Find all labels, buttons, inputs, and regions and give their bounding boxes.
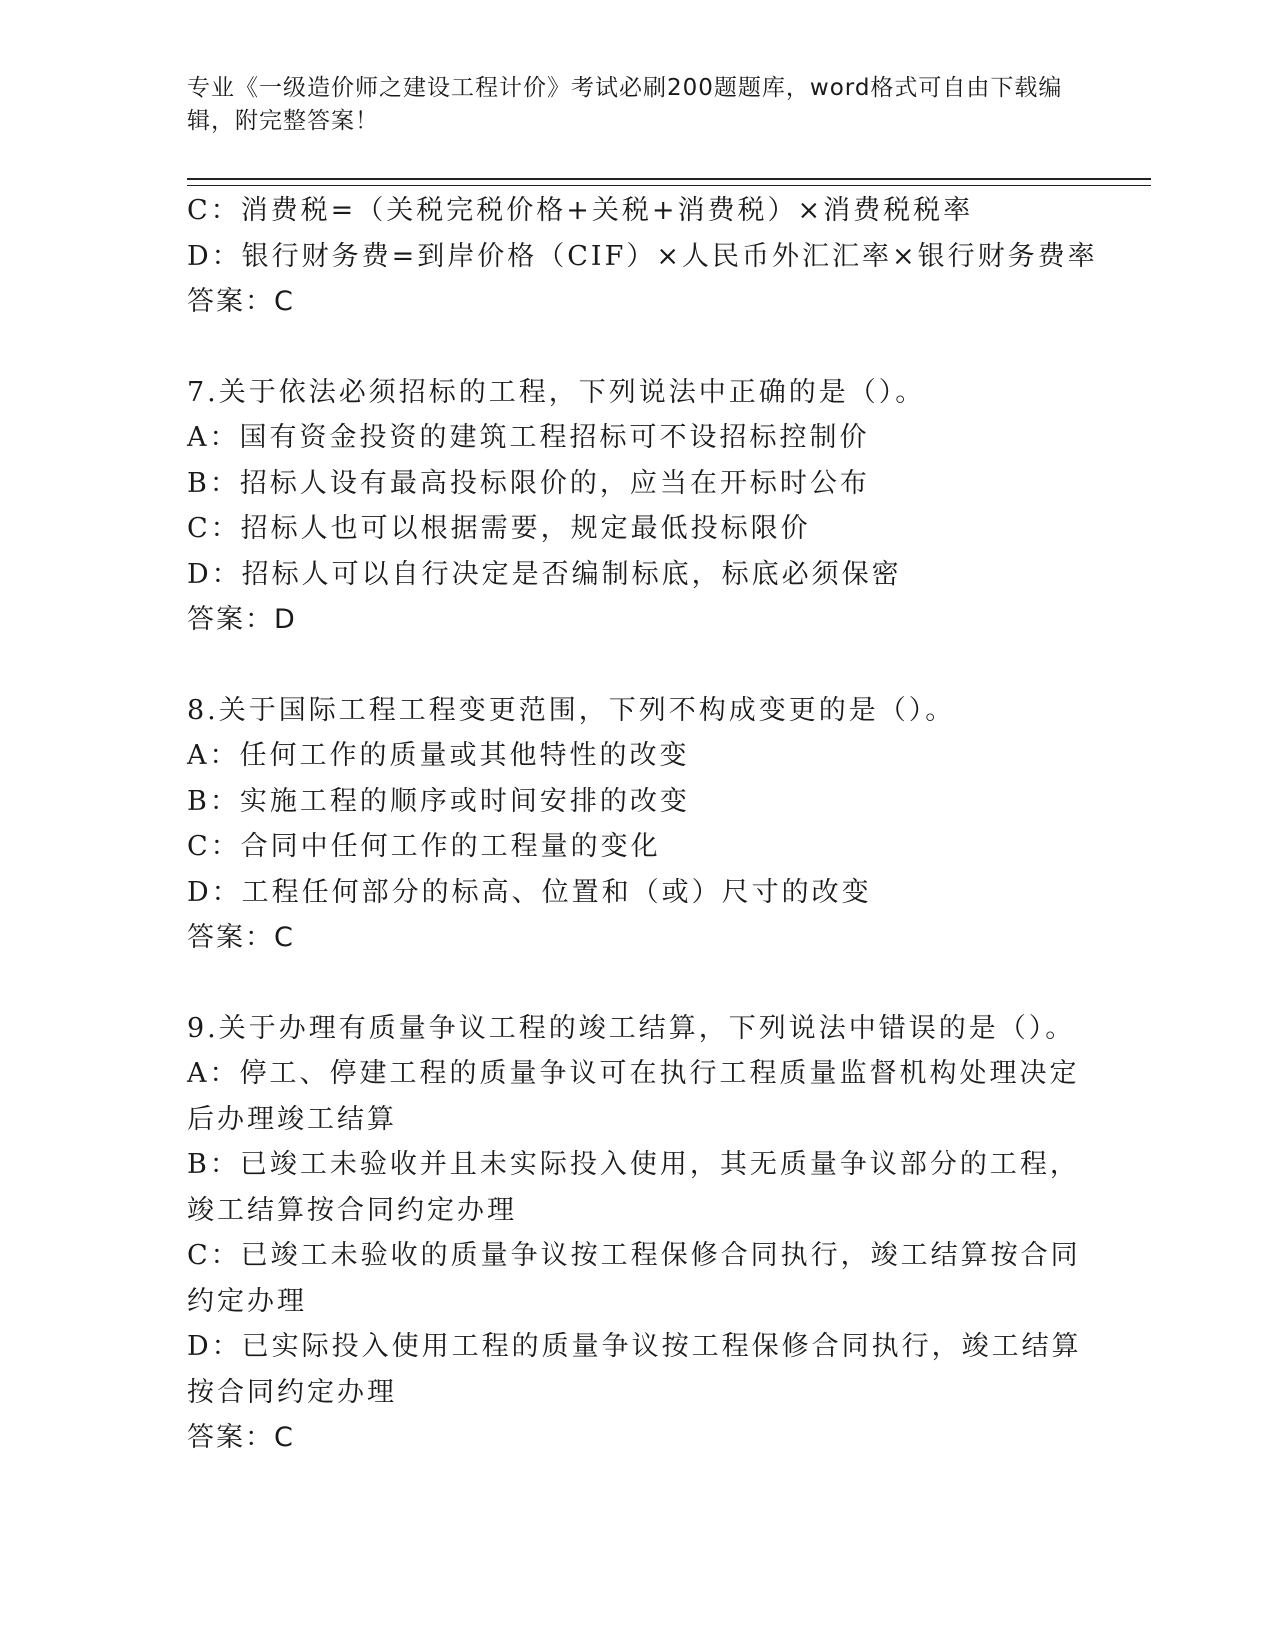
option-d: D：工程任何部分的标高、位置和（或）尺寸的改变 [187, 876, 872, 908]
question-stem: 7.关于依法必须招标的工程，下列说法中正确的是（）。 [187, 376, 926, 408]
continued-question [187, 188, 1098, 325]
question-9 [187, 1006, 1087, 1461]
option-d: D：银行财务费=到岸价格（CIF）×人民币外汇汇率×银行财务费率 [187, 240, 1098, 272]
answer: 答案：C [187, 1422, 295, 1453]
answer: 答案：D [187, 604, 297, 635]
option-a: A：任何工作的质量或其他特性的改变 [187, 740, 690, 771]
option-d: D：已实际投入使用工程的质量争议按工程保修合同执行，竣工结算按合同约定办理 [187, 1331, 1082, 1408]
option-c: C：已竣工未验收的质量争议按工程保修合同执行，竣工结算按合同约定办理 [187, 1240, 1081, 1317]
document-body [187, 188, 1098, 1461]
answer: 答案：C [187, 922, 295, 953]
question-7 [187, 370, 1087, 643]
question-stem: 9.关于办理有质量争议工程的竣工结算，下列说法中错误的是（）。 [187, 1012, 1076, 1044]
document-header: 专业《一级造价师之建设工程计价》考试必刷200题题库，word格式可自由下载编辑，附完整答案！ [187, 75, 1063, 134]
header-divider [187, 178, 1151, 186]
answer: 答案：C [187, 286, 295, 317]
option-c: C：招标人也可以根据需要，规定最低投标限价 [187, 513, 811, 544]
option-d: D：招标人可以自行决定是否编制标底，标底必须保密 [187, 558, 902, 590]
option-a: A：停工、停建工程的质量争议可在执行工程质量监督机构处理决定后办理竣工结算 [187, 1058, 1080, 1135]
option-b: B：已竣工未验收并且未实际投入使用，其无质量争议部分的工程，竣工结算按合同约定办理 [187, 1149, 1080, 1226]
option-c: C：消费税=（关税完税价格+关税+消费税）×消费税税率 [187, 195, 974, 226]
option-b: B：招标人设有最高投标限价的，应当在开标时公布 [187, 467, 870, 499]
option-b: B：实施工程的顺序或时间安排的改变 [187, 785, 690, 817]
question-stem: 8.关于国际工程工程变更范围，下列不构成变更的是（）。 [187, 694, 956, 726]
option-a: A：国有资金投资的建筑工程招标可不设招标控制价 [187, 422, 870, 453]
option-c: C：合同中任何工作的工程量的变化 [187, 831, 661, 862]
question-8 [187, 688, 1087, 961]
